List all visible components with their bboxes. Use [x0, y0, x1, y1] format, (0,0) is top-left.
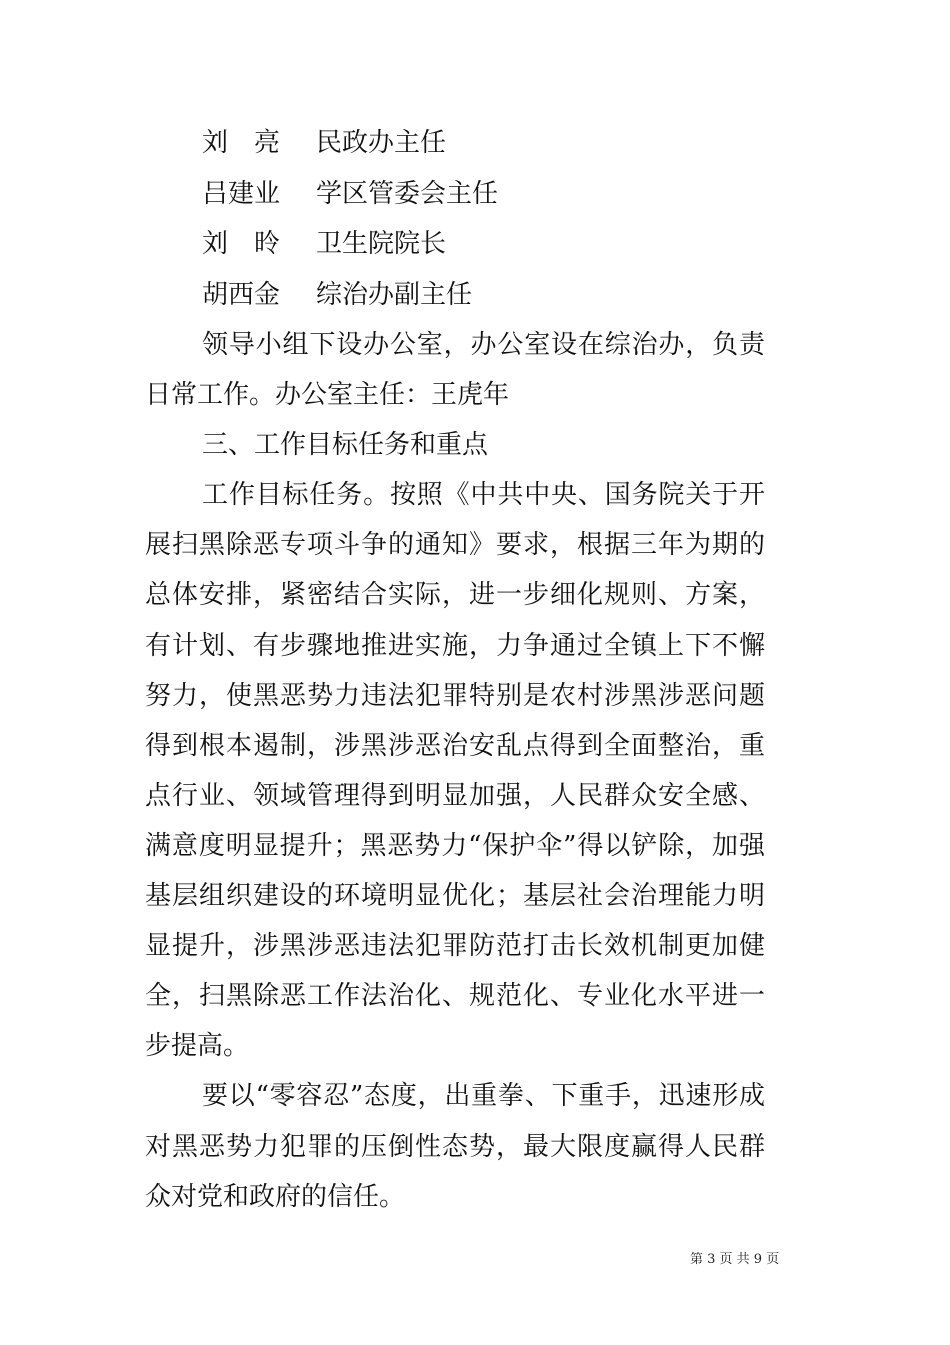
zero-tolerance-paragraph: 要以“零容忍”态度，出重拳、下重手，迅速形成对黑恶势力犯罪的压倒性态势，最大限度赢得人民群众对党和政府的信任。: [145, 1081, 765, 1212]
section-heading: 三、工作目标任务和重点: [202, 430, 489, 461]
member-title: 综治办副主任: [316, 279, 473, 310]
member-name: 刘 亮: [202, 128, 281, 158]
member-title: 学区管委会主任: [316, 178, 499, 209]
roster-row: [202, 270, 498, 321]
page-number: 第 3 页 共 9 页: [690, 1252, 780, 1267]
member-name: 刘 昤: [202, 229, 281, 259]
roster-row: [202, 169, 498, 220]
member-roster: [202, 118, 498, 320]
roster-row: [202, 219, 498, 270]
body-text: [145, 320, 765, 1222]
goals-paragraph: 工作目标任务。按照《中共中央、国务院关于开展扫黑除恶专项斗争的通知》要求，根据三年为期的总体安排，紧密结合实际，进一步细化规则、方案，有计划、有步骤地推进实施，力争通过全镇上下不懈努力，使黑恶势力违法犯罪特别是农村涉黑涉恶问题得到根本遏制，涉黑涉恶治安乱点得到全面整治，重点行业、领域管理得到明显加强，人民群众安全感、满意度明显提升；黑恶势力“保护伞”得以铲除，加强基层组织建设的环境明显优化；基层社会治理能力明显提升，涉黑涉恶违法犯罪防范打击长效机制更加健全，扫黑除恶工作法治化、规范化、专业化水平进一步提高。: [145, 480, 765, 1062]
member-name: 吕建业: [202, 178, 281, 209]
roster-row: [202, 118, 498, 169]
member-title: 民政办主任: [316, 128, 447, 158]
member-title: 卫生院院长: [316, 229, 447, 259]
member-name: 胡西金: [202, 279, 281, 310]
office-paragraph: 领导小组下设办公室，办公室设在综治办，负责日常工作。办公室主任：王虎年: [145, 330, 765, 411]
